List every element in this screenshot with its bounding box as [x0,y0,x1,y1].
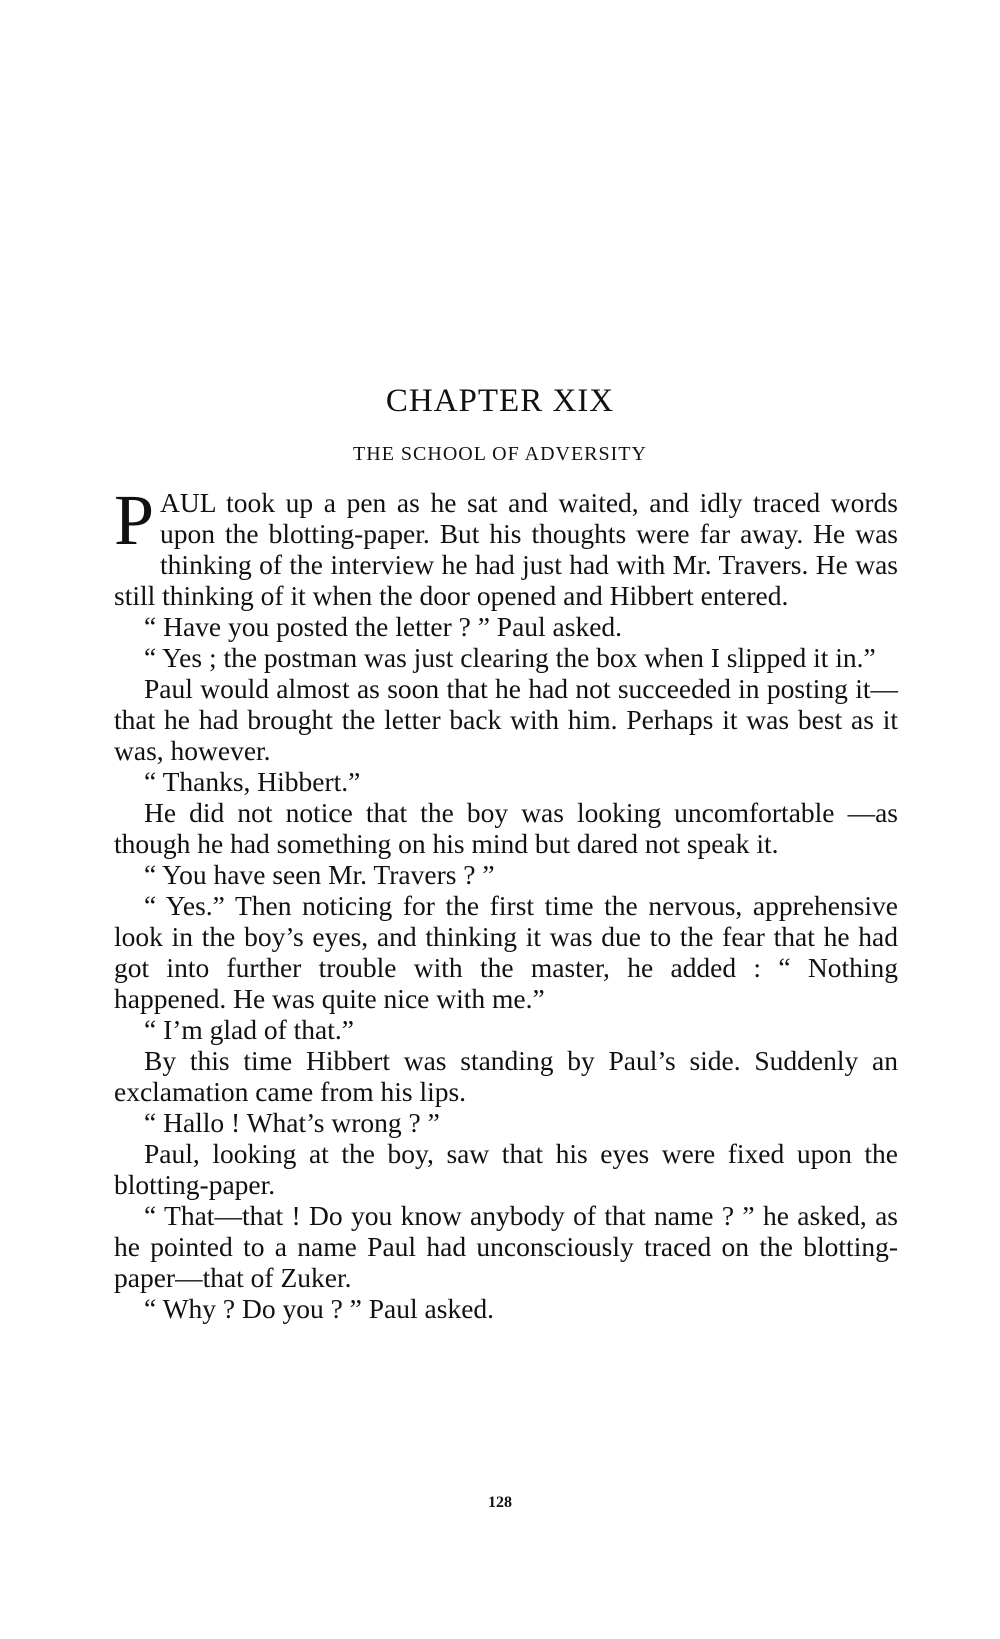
paragraph: He did not notice that the boy was looking uncomfortable —as though he had something on his mind but dared not speak it. [114,797,898,859]
paragraph: Paul, looking at the boy, saw that his eyes were fixed upon the blotting-paper. [114,1138,898,1200]
page-number: 128 [488,1494,512,1511]
paragraph: “ Yes ; the postman was just clearing the box when I slipped it in.” [144,642,876,673]
paragraph: “ I’m glad of that.” [144,1014,354,1045]
paragraph: By this time Hibbert was standing by Paul’s side. Suddenly an exclamation came from his lips. [114,1045,898,1107]
paragraph: “ Hallo ! What’s wrong ? ” [144,1107,440,1138]
paragraph: “ Yes.” Then noticing for the first time the nervous, apprehensive look in the boy’s eyes, and thinking it was due to the fear that he had got into further trouble with the master, he added : “ Nothing happened. He was quite nice with me.” [114,890,898,1014]
paragraph-text: AUL took up a pen as he sat and waited, and idly traced words upon the blotting-paper. But his thoughts were far away. He was thinking of the interview he had just had with Mr. Travers. He was still thinking of it when the door opened and Hibbert entered. [114,487,898,611]
paragraph: “ You have seen Mr. Travers ? ” [144,859,495,890]
paragraph [114,480,898,611]
paragraph: “ Have you posted the letter ? ” Paul asked. [144,611,623,642]
chapter-body [114,480,898,1324]
drop-cap: P [114,480,155,560]
paragraph: “ Why ? Do you ? ” Paul asked. [144,1293,495,1324]
chapter-heading: CHAPTER XIX [385,383,615,419]
paragraph: “ That—that ! Do you know anybody of that name ? ” he asked, as he pointed to a name Paul had unconsciously traced on the blotting-paper—that of Zuker. [114,1200,898,1293]
chapter-subtitle: THE SCHOOL OF ADVERSITY [353,443,647,465]
paragraph: “ Thanks, Hibbert.” [144,766,361,797]
paragraph: Paul would almost as soon that he had not succeeded in posting it—that he had brought the letter back with him. Perhaps it was best as it was, however. [114,673,898,766]
